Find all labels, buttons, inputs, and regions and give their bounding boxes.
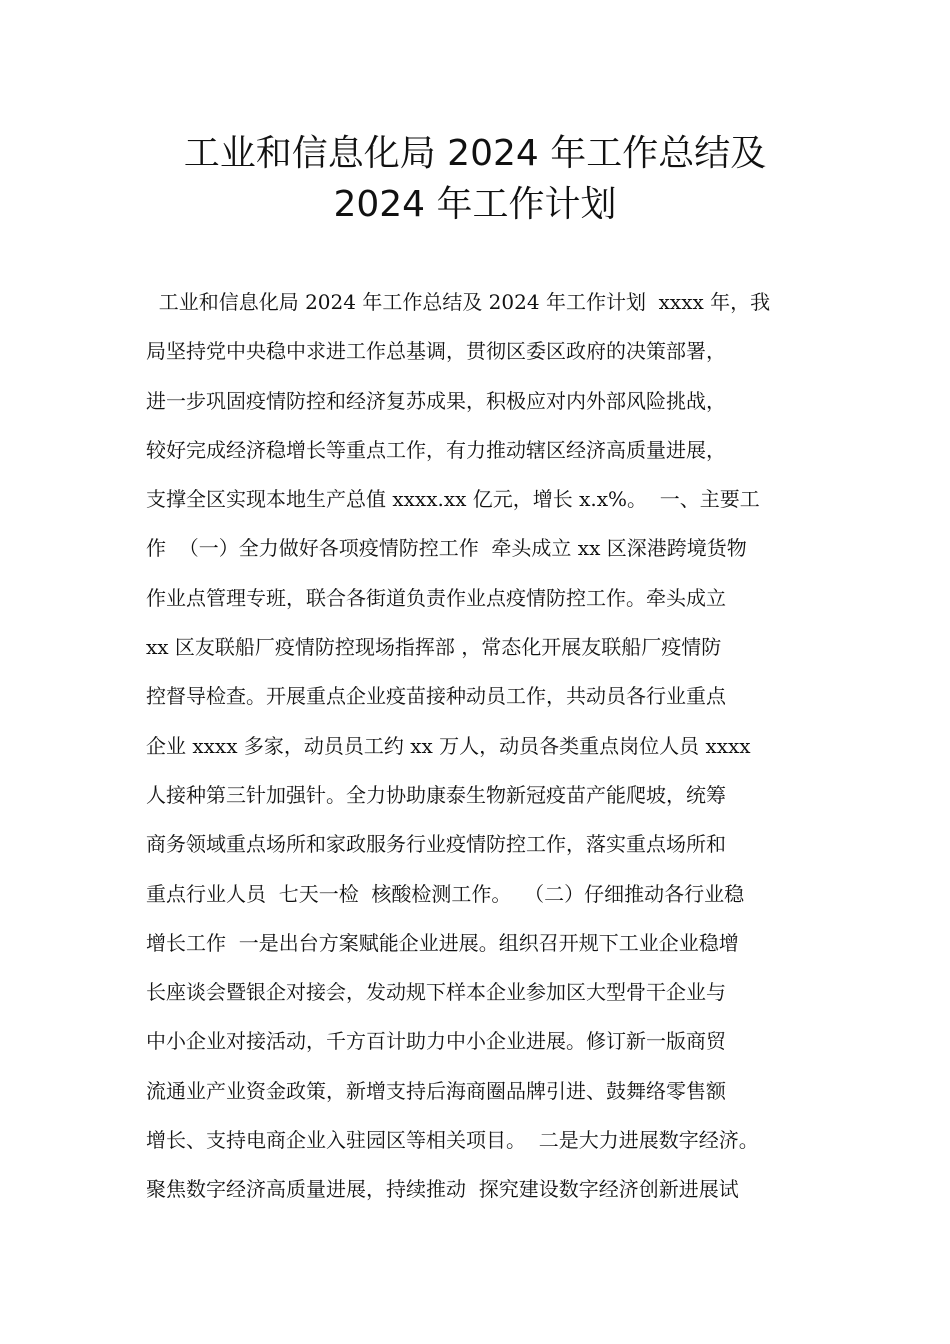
body-line: 增长工作 一是出台方案赋能企业进展。组织召开规下工业企业稳增 [146, 930, 739, 955]
document-title-line-2: 2024 年工作计划 [333, 184, 617, 225]
document-body [146, 282, 826, 1219]
body-line: 增长、支持电商企业入驻园区等相关项目。 二是大力进展数字经济。 [146, 1128, 759, 1153]
body-line: 作 （一）全力做好各项疫情防控工作 牵头成立 xx 区深港跨境货物 [146, 536, 747, 561]
body-line: 重点行业人员 七天一检 核酸检测工作。 （二）仔细推动各行业稳 [146, 881, 745, 906]
document-title-line-1: 工业和信息化局 2024 年工作总结及 [183, 133, 767, 174]
body-line: xx 区友联船厂疫情防控现场指挥部 ，常态化开展友联船厂疫情防 [146, 635, 722, 660]
body-line: 中小企业对接活动，千方百计助力中小企业进展。修订新一版商贸 [146, 1029, 726, 1054]
body-line: 局坚持党中央稳中求进工作总基调，贯彻区委区政府的决策部署， [146, 339, 726, 364]
body-line: 商务领域重点场所和家政服务行业疫情防控工作，落实重点场所和 [146, 832, 726, 857]
body-line: 人接种第三针加强针。全力协助康泰生物新冠疫苗产能爬坡，统筹 [146, 782, 726, 807]
body-line: 聚焦数字经济高质量进展，持续推动 探究建设数字经济创新进展试 [146, 1177, 739, 1202]
body-line: 进一步巩固疫情防控和经济复苏成果，积极应对内外部风险挑战， [146, 388, 726, 413]
body-line: 流通业产业资金政策，新增支持后海商圈品牌引进、鼓舞络零售额 [146, 1078, 726, 1103]
body-line: 作业点管理专班，联合各街道负责作业点疫情防控工作。牵头成立 [146, 585, 726, 610]
body-line: 工业和信息化局 2024 年工作总结及 2024 年工作计划 xxxx 年，我 [146, 290, 771, 314]
body-line: 支撑全区实现本地生产总值 xxxx.xx 亿元，增长 x.x%。 一、主要工 [146, 487, 760, 512]
body-line: 控督导检查。开展重点企业疫苗接种动员工作，共动员各行业重点 [146, 684, 726, 709]
body-line: 企业 xxxx 多家，动员员工约 xx 万人，动员各类重点岗位人员 xxxx [146, 733, 751, 758]
body-line: 较好完成经济稳增长等重点工作，有力推动辖区经济高质量进展， [146, 437, 726, 462]
body-line: 长座谈会暨银企对接会，发动规下样本企业参加区大型骨干企业与 [146, 980, 726, 1005]
